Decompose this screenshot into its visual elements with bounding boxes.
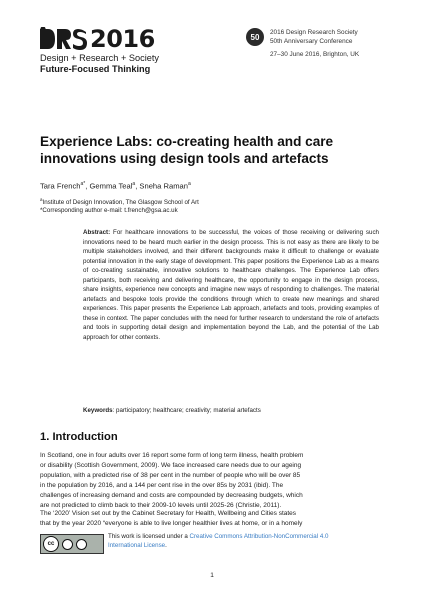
author-name: Gemma Teal [89,181,133,191]
conference-line: 2016 Design Research Society [270,29,358,36]
text-line: population, with a predicted rise of 38 per cent in the number of people who will be over 85 [40,471,301,479]
intro-paragraph-1 [40,451,386,510]
license-prefix: This work is licensed under a [108,533,190,540]
affiliation-block [40,196,199,216]
keywords-label: Keywords [83,407,113,414]
anniversary-badge: 50 [246,28,264,46]
abstract [83,228,379,343]
license-line [108,533,328,542]
cc-icon: cc [43,536,59,552]
license-line [108,542,328,551]
page-number: 1 [210,572,214,579]
text-line: The ‘2020’ Vision set out by the Cabinet Secretary for Health, Wellbeing and Cities states [40,510,297,517]
cc-license-badge[interactable] [40,534,104,554]
author-list: Tara French$^{a*}$, Gemma Teal$^a$, Sneha Raman$^a$ [40,181,191,191]
author-sup: a [132,181,136,187]
logo-year: 2016 [90,25,155,53]
section-heading: 1. Introduction [40,431,118,443]
license-text [108,533,328,551]
by-icon [62,539,73,550]
logo-subtitle: Future-Focused Thinking [40,64,151,74]
nc-icon [76,539,87,550]
conference-line: 50th Anniversary Conference [270,37,353,45]
license-link[interactable]: Creative Commons Attribution-NonCommercial 4.0 [189,533,329,540]
abstract-label: Abstract: [83,229,111,236]
author-sup: a [187,181,191,187]
intro-paragraph-2 [40,509,386,529]
corresponding-author: *Corresponding author e-mail: t.french@gsa.ac.uk [40,207,178,215]
affiliation-text: Institute of Design Innovation, The Glasgow School of Art [42,199,199,207]
drs-logo-mark [40,26,170,52]
text-line: in the population by 2016, and a 144 per cent rise in the over 85s by 2031 (ibid). The [40,481,284,489]
license-link[interactable]: International License [108,541,166,549]
license-suffix: . [165,541,167,549]
logo-tagline: Design + Research + Society [40,53,159,63]
keywords-text: : participatory; healthcare; creativity; material artefacts [112,407,261,414]
author-name: Tara French [40,181,81,191]
text-line: are not predicted to climb back to their 2009-10 levels until 2025-26 (Christie, 2011). [40,501,282,509]
affiliation [40,196,199,207]
author-sup: a* [80,181,86,187]
text-line: or disability (Scottish Government, 2009). We face increased care needs due to our ageing [40,461,302,469]
text-line: challenges of increasing demand and costs are compounded by decreasing budgets, which [40,491,303,499]
conference-name [270,29,358,46]
author-name: Sneha Raman [139,181,188,191]
abstract-text: For healthcare innovations to be successful, the voices of those receiving or delivering such innovations need to be heard much earlier in the design process. This is not easy as there are likely to be multiple stakeholders involved, and their different backgrounds make it difficult to challenge or evaluate potential innovation in the early stage of development. This paper positions the Experience Lab as a means of co-creating sustainable, innovative solutions to healthcare challenges. The Experience Lab offers participants, both receiving and delivering healthcare, the opportunity to engage in the design process, share insights, experience new concepts and imagine new ways of responding to challenges. The material artefacts and bespoke tools provide the conditions through which to create new meanings and shared experiences. This paper presents the Experience Lab approach, artefacts and tools, providing examples of these in context. The paper concludes with the need for further research to understand the role of artefacts and tools in supporting detail design and implementation beyond the Lab, and the potential of the Lab approach for other contexts. [83,229,379,342]
text-line: In Scotland, one in four adults over 16 report some form of long term illness, health problem [40,452,304,459]
drs-letters-icon [40,27,88,51]
affiliation-sup: a [40,197,43,202]
keywords [83,407,261,414]
conference-date: 27–30 June 2016, Brighton, UK [270,51,360,58]
paper-title: Experience Labs: co-creating health and care innovations using design tools and artefacts [40,134,334,166]
drs-logo [40,26,170,75]
text-line: that by the year 2020 “everyone is able to live longer healthier lives at home, or in a homely [40,519,303,527]
